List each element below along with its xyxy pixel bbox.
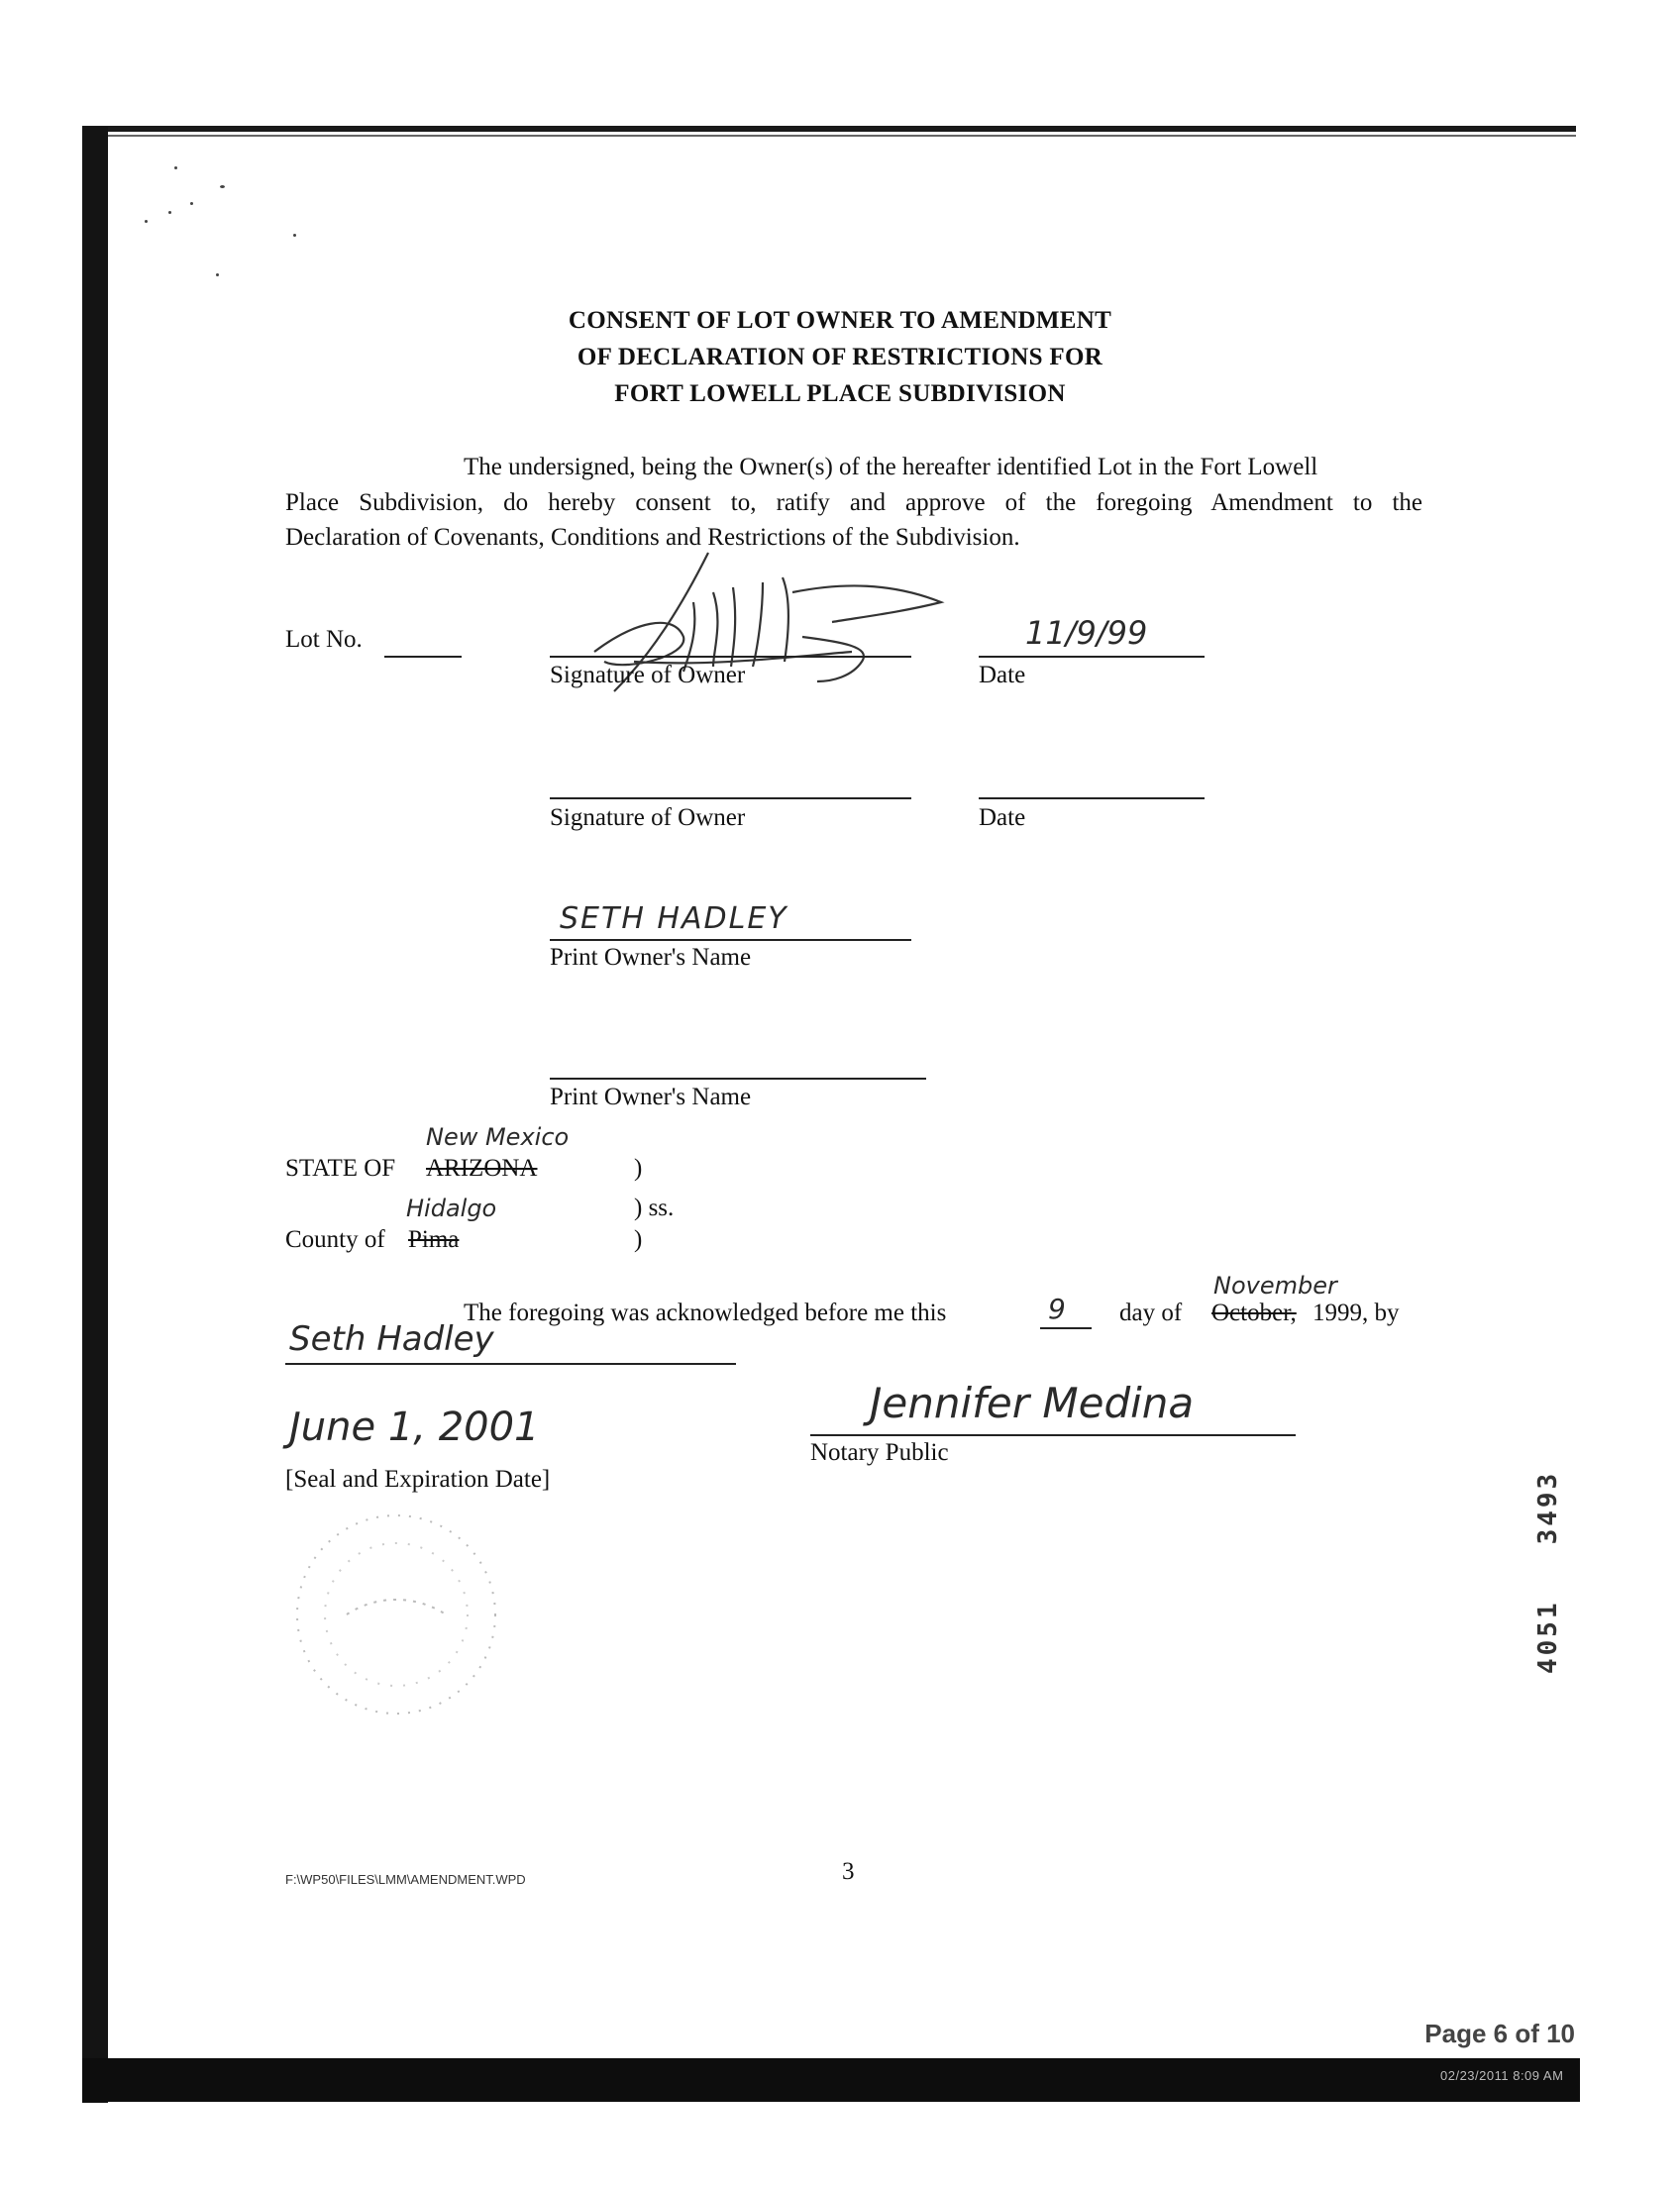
ack-day-handwritten: 9: [1048, 1293, 1066, 1325]
signed-date-handwritten: 11/9/99: [1025, 614, 1148, 652]
notary-signature-handwritten: Jennifer Medina: [870, 1379, 1195, 1427]
month-struck-text: October,: [1211, 1300, 1297, 1326]
page-number: 3: [842, 1858, 855, 1885]
printed-owner-name-handwritten: SETH HADLEY: [560, 901, 788, 936]
date-line-1: [979, 656, 1205, 658]
date-line-2: [979, 797, 1205, 799]
date-label-1: Date: [979, 662, 1026, 688]
consent-paragraph-line-1: The undersigned, being the Owner(s) of the hereafter identified Lot in the Fort Lowell: [464, 454, 1318, 480]
state-struck-text: ARIZONA: [426, 1155, 538, 1182]
document-title-line-3: FORT LOWELL PLACE SUBDIVISION: [614, 380, 1066, 407]
signature-line-1: [550, 656, 911, 658]
county-bracket: ): [634, 1226, 643, 1253]
file-path-footer: F:\WP50\FILES\LMM\AMENDMENT.WPD: [285, 1872, 526, 1887]
date-label-2: Date: [979, 804, 1026, 831]
county-handwritten: Hidalgo: [406, 1195, 497, 1222]
county-label: County of: [285, 1226, 385, 1253]
acknowledged-name-handwritten: Seth Hadley: [289, 1319, 494, 1359]
notary-signature-line: [810, 1434, 1296, 1436]
lot-number-label: Lot No.: [285, 626, 363, 653]
document-title-line-2: OF DECLARATION OF RESTRICTIONS FOR: [577, 344, 1103, 370]
print-name-line-1: [550, 939, 911, 941]
lot-number-line: [384, 656, 462, 658]
signature-label-2: Signature of Owner: [550, 804, 746, 831]
ss-label: ) ss.: [634, 1195, 675, 1221]
state-handwritten: New Mexico: [426, 1123, 570, 1151]
print-name-label-2: Print Owner's Name: [550, 1084, 752, 1110]
ack-day-of-text: day of: [1119, 1300, 1183, 1326]
print-name-label-1: Print Owner's Name: [550, 944, 752, 971]
recording-number-stamp: 4051 3493: [1533, 1470, 1563, 1674]
ack-text: The foregoing was acknowledged before me this: [464, 1300, 947, 1326]
ack-day-line: [1040, 1327, 1092, 1329]
document-title-line-1: CONSENT OF LOT OWNER TO AMENDMENT: [568, 307, 1112, 334]
signature-line-2: [550, 797, 911, 799]
state-label: STATE OF: [285, 1155, 396, 1182]
scan-border-bottom: [82, 2058, 1580, 2102]
expiration-date-handwritten: June 1, 2001: [289, 1405, 540, 1450]
ack-year-by-text: 1999, by: [1312, 1300, 1400, 1326]
scan-border-top: [82, 126, 1576, 132]
scan-border-top-inner: [82, 135, 1576, 137]
county-struck-text: Pima: [408, 1226, 460, 1253]
seal-expiration-label: [Seal and Expiration Date]: [285, 1466, 551, 1493]
ack-name-line: [285, 1363, 736, 1365]
month-handwritten: November: [1213, 1272, 1337, 1300]
notary-public-label: Notary Public: [810, 1439, 949, 1466]
page-of-footer: Page 6 of 10: [1424, 2019, 1575, 2048]
print-name-line-2: [550, 1078, 926, 1080]
timestamp-footer: 02/23/2011 8:09 AM: [1440, 2068, 1564, 2083]
consent-paragraph-line-2: Place Subdivision, do hereby consent to, ratify and approve of the foregoing Amendment to the: [285, 489, 1422, 516]
scan-border-left: [82, 127, 108, 2103]
state-bracket: ): [634, 1155, 643, 1182]
consent-paragraph-line-3: Declaration of Covenants, Conditions and Restrictions of the Subdivision.: [285, 524, 1020, 551]
signature-label-1: Signature of Owner: [550, 662, 746, 688]
notary-seal-faint: [248, 1496, 545, 1743]
